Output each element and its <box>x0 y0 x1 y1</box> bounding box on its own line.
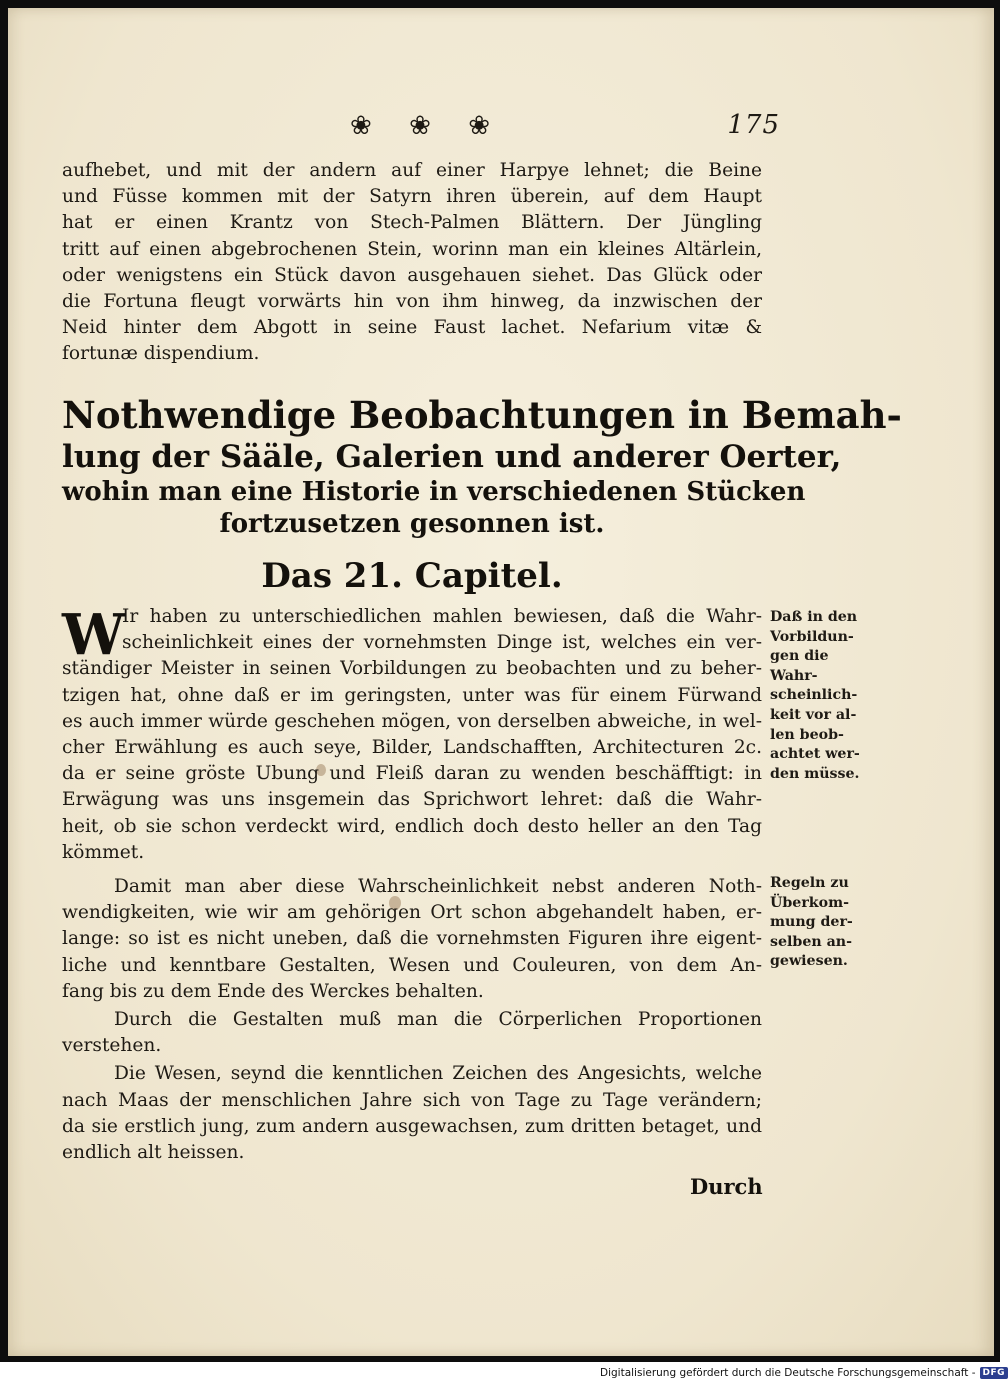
heading-line: lung der Sääle, Galerien und anderer Oerter, <box>62 439 842 475</box>
chapter-title: Das 21. Capitel. <box>261 556 563 596</box>
body-paragraph-1 <box>62 604 762 866</box>
text-line: die Fortuna fleugt vorwärts hin von ihm hinweg, da inzwischen der <box>62 291 762 313</box>
text-line: fang bis zu dem Ende des Werckes behalten. <box>62 980 484 1002</box>
body-paragraph-2 <box>62 874 762 1166</box>
text-line: lange: so ist es nicht uneben, daß die vornehmsten Figuren ihre eigent- <box>62 928 762 950</box>
text-line: tzigen hat, ohne daß er im geringsten, unter was für einem Fürwand <box>62 684 762 706</box>
flower-ornament-icon: ❀ <box>409 111 431 141</box>
marginal-line: gewiesen. <box>770 953 848 970</box>
marginal-line: len beob- <box>770 726 844 743</box>
header-ornaments <box>350 108 490 144</box>
marginal-line: mung der- <box>770 914 853 931</box>
page-number: 175 <box>727 110 780 140</box>
text-line: Erwägung was uns insgemein das Sprichwort lehret: daß die Wahr- <box>62 789 762 811</box>
marginal-line: achtet wer- <box>770 746 860 763</box>
text-line: Damit man aber diese Wahrscheinlichkeit nebst anderen Noth- <box>114 876 762 897</box>
marginal-line: scheinlich- <box>770 687 858 704</box>
marginal-line: Regeln zu <box>770 875 849 891</box>
text-line: und Füsse kommen mit der Satyrn ihren überein, auf dem Haupt <box>62 186 762 208</box>
marginal-line: selben an- <box>770 933 853 950</box>
text-line: Ir haben zu unterschiedlichen mahlen bewiesen, daß die Wahr- <box>122 606 762 627</box>
text-line: da sie erstlich jung, zum andern ausgewachsen, zum dritten betaget, und <box>62 1115 762 1137</box>
text-line: oder wenigstens ein Stück davon ausgehauen siehet. Das Glück oder <box>62 264 762 286</box>
drop-cap: W <box>62 602 125 668</box>
text-line: hat er einen Krantz von Stech-Palmen Blättern. Der Jüngling <box>62 212 762 234</box>
text-line: fortunæ dispendium. <box>62 343 260 365</box>
heading-line: fortzusetzen gesonnen ist. <box>219 509 605 539</box>
heading-line: Nothwendige Beobachtungen in Bemah- <box>62 393 902 437</box>
marginal-line: den müsse. <box>770 765 860 782</box>
flower-ornament-icon: ❀ <box>468 111 490 141</box>
marginal-line: gen die <box>770 648 829 665</box>
section-heading <box>62 392 902 540</box>
dfg-logo: DFG <box>980 1367 1008 1379</box>
text-line: tritt auf einen abgebrochenen Stein, worinn man ein kleines Altärlein, <box>62 238 762 260</box>
text-line: wendigkeiten, wie wir am gehörigen Ort schon abgehandelt haben, er- <box>62 902 762 924</box>
text-line: Die Wesen, seynd die kenntlichen Zeichen des Angesichts, welche <box>114 1063 762 1085</box>
footer-text: Digitalisierung gefördert durch die Deutsche Forschungsgemeinschaft - <box>600 1367 976 1379</box>
text-line: es auch immer würde geschehen mögen, von derselben abweiche, in wel- <box>62 710 762 732</box>
catchword: Durch <box>690 1174 763 1199</box>
marginal-line: Daß in den <box>770 609 858 625</box>
text-line: scheinlichkeit eines der vornehmsten Dinge ist, welches ein ver- <box>122 632 762 654</box>
marginal-note-2 <box>770 874 870 972</box>
marginal-line: Überkom- <box>770 894 849 911</box>
text-line: da er seine gröste Ubung und Fleiß daran zu wenden beschäfftigt: in <box>62 763 762 785</box>
text-line: verstehen. <box>62 1035 162 1057</box>
heading-line: wohin man eine Historie in verschiedenen Stücken <box>62 477 806 507</box>
text-line: cher Erwählung es auch seye, Bilder, Landschafften, Architecturen 2c. <box>62 737 762 759</box>
intro-paragraph <box>62 158 762 368</box>
marginal-note-1 <box>770 608 870 784</box>
text-line: aufhebet, und mit der andern auf einer Harpye lehnet; die Beine <box>62 160 762 181</box>
marginal-line: Wahr- <box>770 667 818 684</box>
text-line: Durch die Gestalten muß man die Cörperlichen Proportionen <box>114 1009 762 1031</box>
text-line: kömmet. <box>62 841 145 863</box>
text-line: liche und kenntbare Gestalten, Wesen und Couleuren, von dem An- <box>62 954 762 976</box>
marginal-line: keit vor al- <box>770 706 857 723</box>
text-line: endlich alt heissen. <box>62 1142 245 1164</box>
text-line: ständiger Meister in seinen Vorbildungen zu beobachten und zu beher- <box>62 658 762 680</box>
flower-ornament-icon: ❀ <box>350 111 372 141</box>
text-line: nach Maas der menschlichen Jahre sich von Tage zu Tage verändern; <box>62 1089 762 1111</box>
text-line: heit, ob sie schon verdeckt wird, endlich doch desto heller an den Tag <box>62 815 762 837</box>
text-line: Neid hinter dem Abgott in seine Faust lachet. Nefarium vitæ & <box>62 317 762 339</box>
footer-credit <box>600 1367 1008 1379</box>
marginal-line: Vorbildun- <box>770 628 854 645</box>
